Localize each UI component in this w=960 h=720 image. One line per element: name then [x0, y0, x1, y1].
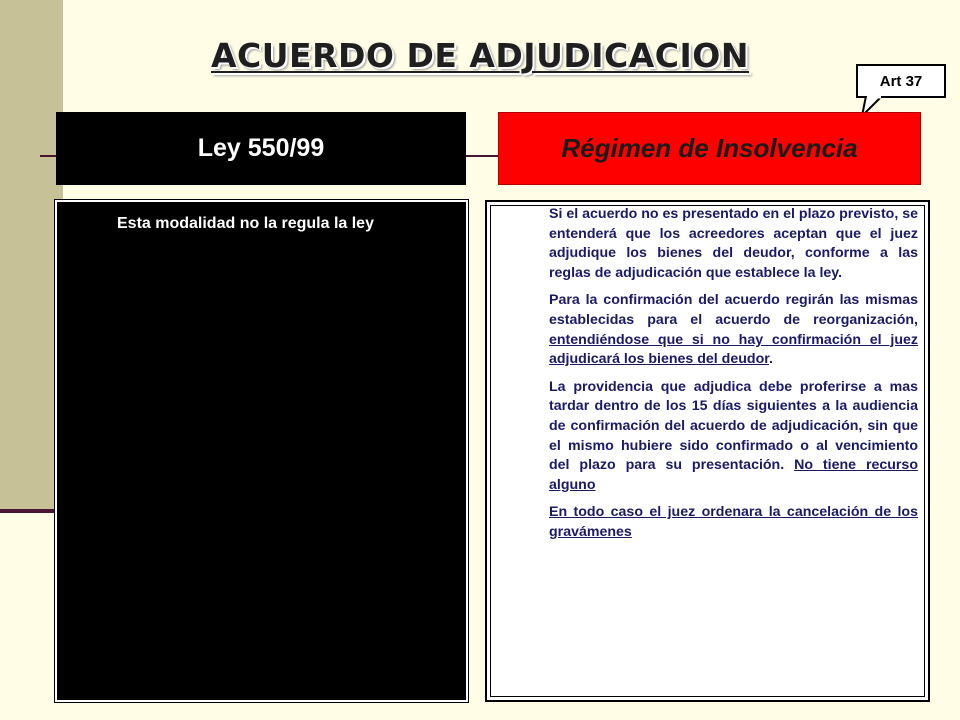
- paragraph-confirmation: Para la confirmación del acuerdo regirán las mismas establecidas para el acuerdo de reorganización, entendiéndose que si no hay confirmación el juez adjudicará los bienes del deudor.: [549, 292, 918, 368]
- right-panel: [485, 200, 930, 702]
- left-panel: [55, 200, 468, 702]
- side-decor-band: [0, 0, 63, 512]
- side-decor-line: [0, 509, 58, 513]
- underlined-confirmation-rule: entendiéndose que si no hay confirmación el juez adjudicará los bienes del deudor: [549, 331, 918, 368]
- underlined-cancelacion: En todo caso el juez ordenara la cancelación de los gravámenes: [549, 504, 918, 540]
- paragraph-cancelacion: [549, 503, 918, 542]
- underlined-no-recurso: No tiene recurso alguno: [549, 457, 918, 493]
- paragraph-providencia: La providencia que adjudica debe proferirse a mas tardar dentro de los 15 días siguientes a la audiencia de confirmación del acuerdo de adjudicación, sin que el mismo hubiere sido confirmado o al vencimiento del plazo para su presentación. No tiene recurso alguno: [549, 378, 918, 493]
- tab-ley-550: Ley 550/99: [56, 112, 466, 185]
- header-connector-line-center: [465, 155, 500, 157]
- paragraph-adjudication-default: Si el acuerdo no es presentado en el plazo previsto, se entenderá que los acreedores aceptan que el juez adjudique los bienes del deudor, conforme a las reglas de adjudicación que establece la ley.: [549, 206, 918, 281]
- article-callout: Art 37: [856, 64, 946, 98]
- tab-regimen-insolvencia: Régimen de Insolvencia: [498, 112, 921, 185]
- left-panel-text: Esta modalidad no la regula la ley: [117, 215, 374, 232]
- right-panel-text: [549, 205, 918, 551]
- page-title: ACUERDO DE ADJUDICACION: [211, 36, 749, 75]
